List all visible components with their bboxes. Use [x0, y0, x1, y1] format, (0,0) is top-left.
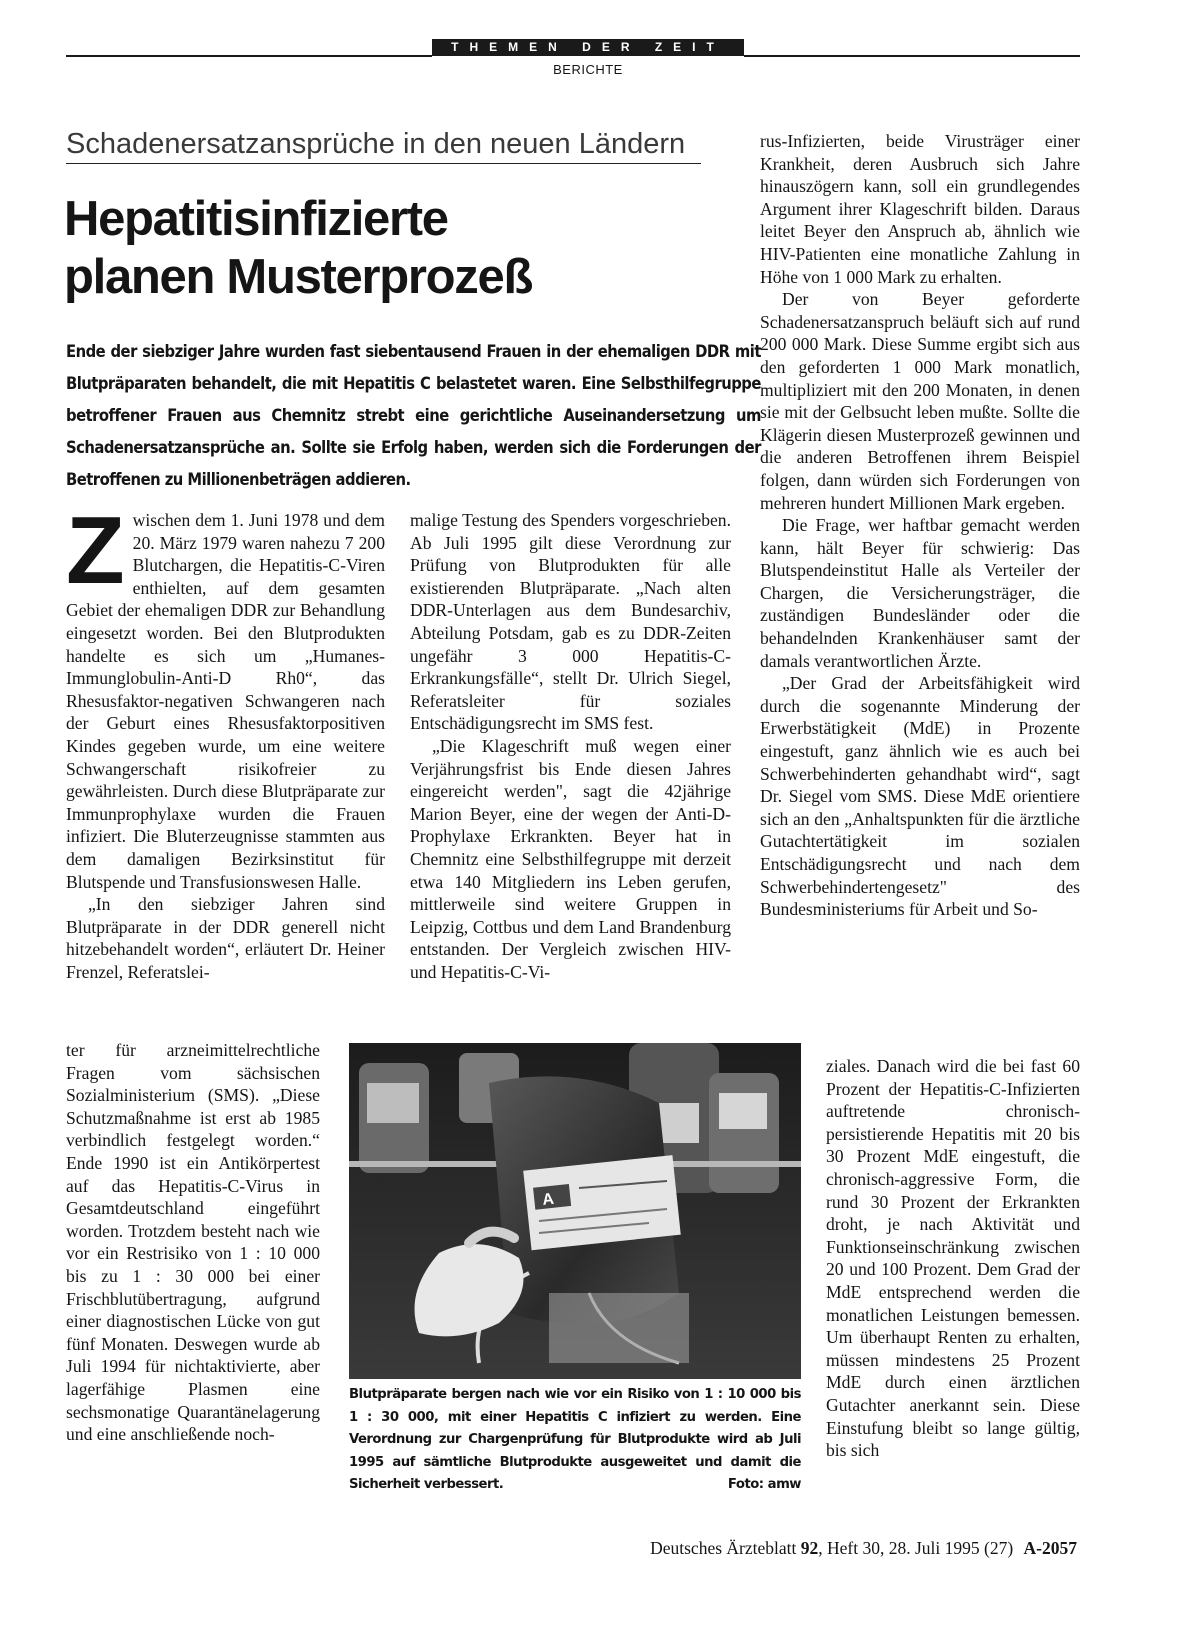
- col3-paragraph-4: „Der Grad der Arbeitsfähigkeit wird durch die sogenannte Minderung der Erwerbstätigkeit (MdE) in Prozente eingestuft, ganz ähnlich wie es auch bei Schwerbehinderten gehandhabt wird“, sagt Dr. Siegel vom SMS. Diese MdE orientiere sich an den „Anhaltspunkten für die ärztliche Gutachtertätigkeit im sozialen Entschädigungsrecht und nach dem Schwerbehindertengesetz" des Bundesministeriums für Arbeit und So-: [760, 673, 1080, 920]
- caption-text: Blutpräparate bergen nach wie vor ein Risiko von 1 : 10 000 bis 1 : 30 000, mit einer Hepatitis C infiziert zu werden. Eine Verordnung zur Chargenprüfung für Blutprodukte wird ab Juli 1995 auf sämtliche Blutprodukte ausgeweitet und damit die Sicherheit verbessert.: [349, 1387, 801, 1492]
- article-kicker: Schadenersatzansprüche in den neuen Ländern: [66, 128, 701, 164]
- section-title: THEMEN DER ZEIT: [432, 39, 744, 56]
- headline-line-1: Hepatitisinfizierte: [64, 192, 448, 246]
- headline-line-2: planen Musterprozeß: [64, 250, 533, 304]
- page-footer: [650, 1538, 1077, 1559]
- photo-caption: [349, 1384, 801, 1497]
- col3-paragraph-3: Die Frage, wer haftbar gemacht werden kann, hält Beyer für schwierig: Das Blutspendeinstitut Halle als Verteiler der Chargen, die Versicherungsträger, die zuständigen Bundesländer oder die behandelnden Krankenhäuser samt der damals verantwortlichen Ärzte.: [760, 515, 1080, 671]
- col3-paragraph-2: Der von Beyer geforderte Schadenersatzanspruch beläuft sich auf rund 200 000 Mark. Diese Summe ergibt sich aus den geforderten 1 000 Mark monatlich, multipliziert mit den 200 Monaten, in denen sie mit der Gelbsucht leben mußte. Sollte die Klägerin diesen Musterprozeß gewinnen und die anderen Betroffenen ihrem Beispiel folgen, dann würden sich Forderungen von mehreren hundert Millionen Mark ergeben.: [760, 289, 1080, 513]
- col2-paragraph-1: malige Testung des Spenders vorgeschrieben. Ab Juli 1995 gilt diese Verordnung zur Prüfung von Blutprodukten für alle existierenden Blutpräparate. „Nach alten DDR-Unterlagen aus dem Bundesarchiv, Abteilung Potsdam, gab es zu DDR-Zeiten ungefähr 3 000 Hepatitis-C-Erkrankungsfälle“, stellt Dr. Ulrich Siegel, Referatsleiter für soziales Entschädigungsrecht im SMS fest.: [410, 510, 731, 734]
- footer-page-number: A-2057: [1023, 1538, 1077, 1558]
- drop-cap: Z: [66, 497, 125, 604]
- body-column-1-narrow: [66, 1039, 320, 1446]
- col3-paragraph-4-continued: ziales. Danach wird die bei fast 60 Prozent der Hepatitis-C-Infizierten auftretende chronisch-persistierende Hepatitis mit 20 bis 30 Prozent MdE eingestuft, die chronisch-aggressive Form, die rund 30 Prozent der Erkrankten droht, je nach Aktivität und Funktionseinschränkung zwischen 20 und 100 Prozent. Dem Grad der MdE entsprechend werden die monatlichen Leistungen bemessen. Um überhaupt Renten zu erhalten, müssen mindestens 25 Prozent MdE durch einen ärztlichen Gutachter anerkannt sein. Diese Einstufung bleibt so lange gültig, bis sich: [826, 1056, 1080, 1461]
- col1-paragraph-2: „In den siebziger Jahren sind Blutpräparate in der DDR generell nicht hitzebehandelt worden“, erläutert Dr. Heiner Frenzel, Referatslei-: [66, 894, 385, 982]
- blood-bag-illustration: [349, 1043, 801, 1379]
- body-column-1: [66, 497, 385, 983]
- section-subtitle: BERICHTE: [553, 62, 623, 77]
- col1-paragraph-2-continued: ter für arzneimittelrechtliche Fragen vom sächsischen Sozialministerium (SMS). „Diese Schutzmaßnahme ist erst ab 1985 verbindlich festgelegt worden.“ Ende 1990 ist ein Antikörpertest auf das Hepatitis-C-Virus in Gesamtdeutschland eingeführt worden. Trotzdem besteht nach wie vor ein Restrisiko von 1 : 10 000 bis zu 1 : 30 000 bei einer Frischblutübertragung, aufgrund einer diagnostischen Lücke von gut fünf Monaten. Deswegen wurde ab Juli 1994 für nichtaktivierte, aber lagerfähige Plasmen eine sechsmonatige Quarantänelagerung und eine anschließende noch-: [66, 1040, 320, 1445]
- col3-paragraph-1: rus-Infizierten, beide Virusträger einer Krankheit, deren Ausbruch sich Jahre hinauszögern kann, soll ein grundlegendes Argument ihrer Klageschrift bilden. Daraus leitet Beyer den Anspruch ab, ähnlich wie HIV-Patienten eine monatliche Zahlung in Höhe von 1 000 Mark zu erhalten.: [760, 131, 1080, 287]
- photo-credit: Foto: amw: [727, 1477, 801, 1492]
- article-headline: [64, 190, 744, 306]
- bag-label-text: A: [541, 1190, 555, 1209]
- photo-blood-bag: [349, 1043, 801, 1379]
- footer-journal: Deutsches Ärzteblatt: [650, 1538, 797, 1558]
- footer-volume: 92: [800, 1538, 819, 1558]
- header-rule-right: [744, 55, 1080, 57]
- header-rule-left: [66, 55, 432, 57]
- article-lead: Ende der siebziger Jahre wurden fast siebentausend Frauen in der ehemaligen DDR mit Blutpräparaten behandelt, die mit Hepatitis C belastetet waren. Eine Selbsthilfegruppe betroffener Frauen aus Chemnitz strebt eine gerichtliche Auseinandersetzung um Schadenersatzansprüche an. Sollte sie Erfolg haben, werden sich die Forderungen der Betroffenen zu Millionenbeträgen addieren.: [66, 342, 761, 490]
- col2-paragraph-2: „Die Klageschrift muß wegen einer Verjährungsfrist bis Ende diesen Jahres eingereicht werden", sagt die 42jährige Marion Beyer, eine der wegen der Anti-D-Prophylaxe Erkrankten. Beyer hat in Chemnitz eine Selbsthilfegruppe mit derzeit etwa 140 Mitgliedern ins Leben gerufen, mittlerweile sind weitere Gruppen in Leipzig, Cottbus und dem Land Brandenburg entstanden. Der Vergleich zwischen HIV- und Hepatitis-C-Vi-: [410, 735, 731, 982]
- footer-issue-date: , Heft 30, 28. Juli 1995 (27): [818, 1538, 1014, 1558]
- body-column-3: [760, 130, 1080, 921]
- body-column-3-narrow: [826, 1055, 1080, 1462]
- col1-paragraph-1: wischen dem 1. Juni 1978 und dem 20. März 1979 waren nahezu 7 200 Blutchargen, die Hepatitis-C-Viren enthielten, auf dem gesamten Gebiet der ehemaligen DDR zur Behandlung eingesetzt worden. Bei den Blutprodukten handelte es sich um „Humanes-Immunglobulin-Anti-D Rh0“, das Rhesusfaktor-negativen Schwangeren nach der Geburt eines Rhesusfaktorpositiven Kindes gegeben wurde, um eine weitere Schwangerschaft risikofreier zu gewährleisten. Durch diese Blutpräparate zur Immunprophylaxe wurden die Frauen infiziert. Die Bluterzeugnisse stammten aus dem damaligen Bezirksinstitut für Blutspende und Transfusionswesen Halle.: [66, 510, 385, 892]
- body-column-2: [410, 509, 731, 983]
